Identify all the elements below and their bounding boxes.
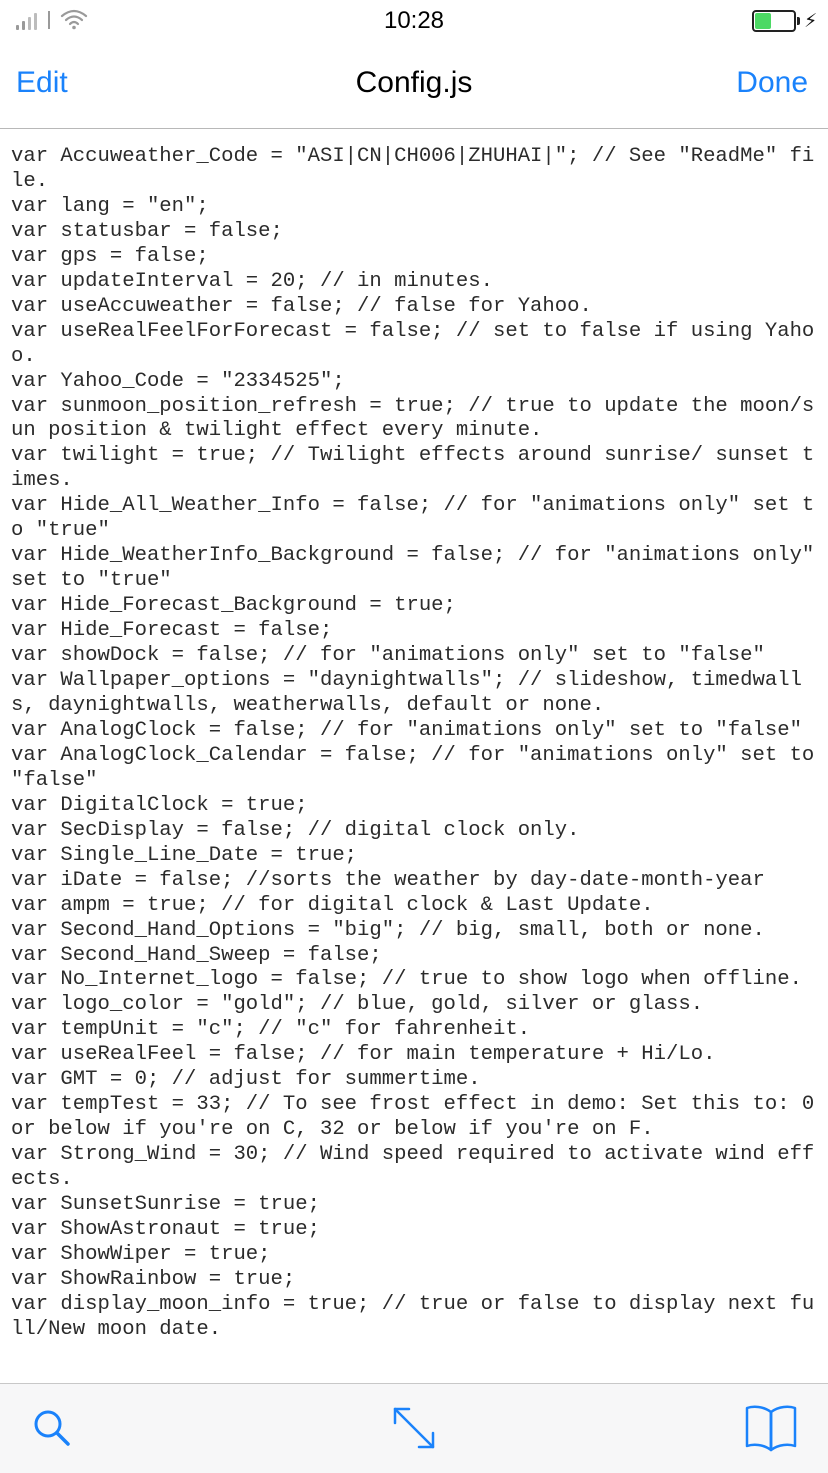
battery-level: [755, 13, 771, 29]
bottom-toolbar: [0, 1383, 828, 1473]
charging-bolt-icon: ⚡︎: [804, 10, 818, 32]
navigation-bar: [0, 44, 828, 129]
code-editor[interactable]: [0, 129, 828, 1383]
code-text[interactable]: var Accuweather_Code = "ASI|CN|CH006|ZHUHAI|"; // See "ReadMe" file. var lang = "en"; var statusbar = false; var gps = false; var updateInterval = 20; // in minutes. var useAccuweather = false; // false for Yahoo. var useRealFeelForForecast = false; // set to false if using Yahoo. var Yahoo_Code = "2334525"; var sunmoon_position_refresh = true; // true to update the moon/sun position & twilight effect every minute. var twilight = true; // Twilight effects around sunrise/ sunset times. var Hide_All_Weather_Info = false; // for "animations only" set to "true" var Hide_WeatherInfo_Background = false; // for "animations only" set to "true" var Hide_Forecast_Background = true; var Hide_Forecast = false; var showDock = false; // for "animations only" set to "false" var Wallpaper_options = "daynightwalls"; // slideshow, timedwalls, daynightwalls, weatherwalls, default or none. var AnalogClock = false; // for "animations only" set to "false" var AnalogClock_Calendar = false; // for "animations only" set to "false" var DigitalClock = true; var SecDisplay = false; // digital clock only. var Single_Line_Date = true; var iDate = false; //sorts the weather by day-date-month-year var ampm = true; // for digital clock & Last Update. var Second_Hand_Options = "big"; // big, small, both or none. var Second_Hand_Sweep = false; var No_Internet_logo = false; // true to show logo when offline. var logo_color = "gold"; // blue, gold, silver or glass. var tempUnit = "c"; // "c" for fahrenheit. var useRealFeel = false; // for main temperature + Hi/Lo. var GMT = 0; // adjust for summertime. var tempTest = 33; // To see frost effect in demo: Set this to: 0 or below if you're on C, 32 or below if you're on F. var Strong_Wind = 30; // Wind speed required to activate wind effects. var SunsetSunrise = true; var ShowAstronaut = true; var ShowWiper = true; var ShowRainbow = true; var display_moon_info = true; // true or false to display next full/New moon date.: [11, 145, 815, 1341]
search-button[interactable]: [30, 1406, 74, 1450]
status-bar: [0, 0, 828, 42]
search-icon: [30, 1406, 74, 1450]
expand-arrows-icon: [389, 1403, 439, 1453]
resize-button[interactable]: [389, 1403, 439, 1453]
bookmarks-button[interactable]: [743, 1402, 799, 1454]
status-time: 10:28: [383, 7, 445, 34]
book-icon: [743, 1402, 799, 1454]
battery-icon: [752, 10, 816, 32]
done-button[interactable]: Done: [736, 66, 808, 99]
edit-button[interactable]: Edit: [16, 66, 68, 99]
page-title: Config.js: [355, 66, 473, 99]
